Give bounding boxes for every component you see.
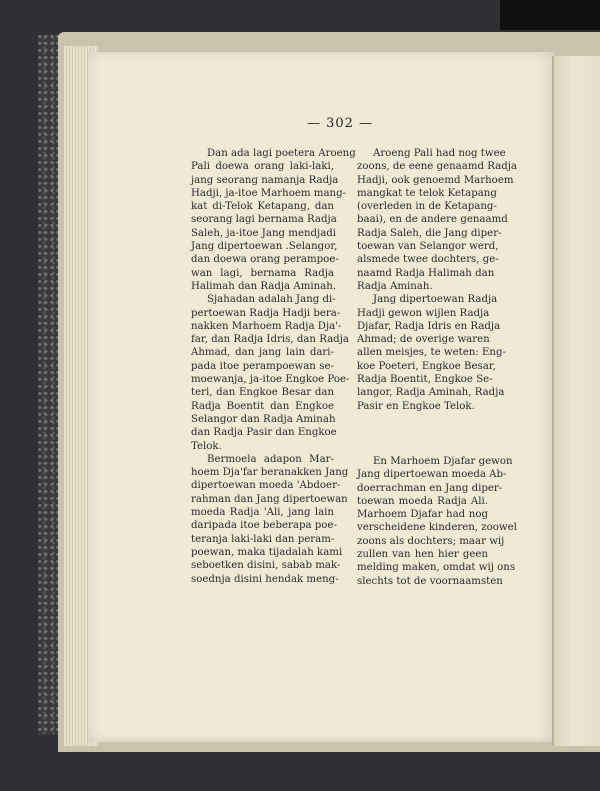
- text-line: Selangor dan Radja Aminah: [191, 413, 336, 425]
- text-line: moewanja, ja-itoe Engkoe Poe-: [191, 374, 350, 386]
- text-line: Sjahadan adalah Jang di-: [207, 294, 336, 306]
- text-line: Djafar, Radja Idris en Radja: [357, 320, 501, 332]
- page-number: — 302 —: [306, 116, 374, 131]
- text-line: moeda Radja 'Ali, jang lain: [191, 507, 334, 519]
- text-line: far, dan Radja Idris, dan Radja: [191, 334, 349, 346]
- text-line: Marhoem Djafar had nog: [357, 509, 488, 521]
- text-line: teranja laki-laki dan peram-: [191, 533, 335, 545]
- text-line: Bermoela adapon Mar-: [207, 453, 334, 465]
- text-line: seorang lagi bernama Radja: [191, 214, 337, 226]
- text-line: toewan van Selangor werd,: [357, 241, 499, 253]
- text-line: doerrachman en Jang diper-: [357, 482, 503, 494]
- text-line: teri, dan Engkoe Besar dan: [191, 387, 334, 399]
- text-line: Radja Aminah.: [357, 280, 433, 292]
- dutch-text-column: [357, 147, 517, 588]
- backdrop-bar: [500, 0, 600, 30]
- text-line: Pali doewa orang laki-laki,: [191, 161, 334, 173]
- text-line: Jang dipertoewan .Selangor,: [191, 241, 338, 253]
- text-line: pertoewan Radja Hadji bera-: [191, 307, 341, 319]
- text-line: Radja Boentit, Engkoe Se-: [357, 374, 493, 386]
- text-line: zoons als dochters; maar wij: [357, 535, 505, 547]
- text-line: Hadji, ook genoemd Marhoem: [357, 174, 514, 186]
- text-line: jang seorang namanja Radja: [191, 174, 339, 186]
- text-line: langor, Radja Aminah, Radja: [357, 387, 505, 399]
- text-line: rahman dan Jang dipertoewan: [191, 493, 348, 505]
- text-line: koe Poeteri, Engkoe Besar,: [357, 360, 496, 372]
- text-line: soednja disini hendak meng-: [191, 573, 339, 585]
- facing-page-edge: [554, 56, 600, 746]
- text-line: Dan ada lagi poetera Aroeng: [207, 148, 356, 159]
- paragraph-1: [191, 147, 356, 293]
- text-line: melding maken, omdat wij ons: [357, 562, 516, 574]
- paragraph-gap: [357, 427, 488, 441]
- text-line: Pasir en Engkoe Telok.: [357, 400, 475, 412]
- text-line: slechts tot de voornaamsten: [357, 575, 503, 587]
- text-line: Telok.: [191, 440, 222, 452]
- text-line: Ahmad; de overige waren: [357, 334, 490, 346]
- text-line: Ahmad, dan jang lain dari-: [191, 347, 334, 359]
- text-line: dan Radja Pasir dan Engkoe: [191, 427, 337, 439]
- text-line: Aroeng Pali had nog twee: [373, 148, 506, 159]
- paragraph-3: [357, 455, 517, 588]
- text-line: alsmede twee dochters, ge-: [357, 254, 499, 266]
- paragraph-2: [357, 293, 506, 413]
- text-line: toewan moeda Radja Ali.: [357, 495, 488, 507]
- paragraph-gap: [357, 441, 488, 455]
- text-line: (overleden in de Ketapang-: [357, 201, 497, 213]
- text-line: dan doewa orang perampoe-: [191, 254, 339, 266]
- text-line: Saleh, ja-itoe Jang mendjadi: [191, 227, 337, 239]
- text-line: nakken Marhoem Radja Dja'-: [191, 320, 342, 332]
- text-line: wan lagi, bernama Radja: [191, 267, 334, 279]
- text-line: En Marhoem Djafar gewon: [373, 455, 513, 467]
- paragraph-gap: [357, 413, 488, 427]
- text-line: naamd Radja Halimah dan: [357, 267, 495, 279]
- text-line: hoem Dja'far beranakken Jang: [191, 467, 349, 479]
- text-line: Halimah dan Radja Aminah.: [191, 280, 337, 292]
- text-line: zullen van hen hier geen: [357, 549, 488, 561]
- text-line: dipertoewan moeda 'Abdoer-: [191, 480, 341, 492]
- text-line: Hadji gewon wijlen Radja: [357, 307, 490, 319]
- text-line: allen meisjes, te weten: Eng-: [357, 347, 506, 359]
- text-line: poewan, maka tijadalah kami: [191, 546, 343, 558]
- text-line: mangkat te telok Ketapang: [357, 187, 497, 199]
- text-line: Hadji, ja-itoe Marhoem mang-: [191, 187, 347, 199]
- text-line: Jang dipertoewan moeda Ab-: [357, 469, 507, 481]
- text-line: Radja Boentit dan Engkoe: [191, 400, 334, 412]
- text-line: Jang dipertoewan Radja: [373, 294, 498, 306]
- text-line: daripada itoe beberapa poe-: [191, 520, 337, 532]
- text-line: zoons, de eene genaamd Radja: [357, 161, 517, 173]
- paragraph-3: [191, 453, 349, 586]
- text-line: seboetken disini, sabab mak-: [191, 560, 341, 572]
- paragraph-2: [191, 293, 350, 453]
- text-line: kat di-Telok Ketapang, dan: [191, 201, 334, 213]
- text-line: pada itoe perampoewan se-: [191, 360, 334, 372]
- paragraph-1: [357, 147, 517, 293]
- text-line: Radja Saleh, die Jang diper-: [357, 227, 502, 239]
- text-line: baai), en de andere genaamd: [357, 214, 508, 226]
- text-line: verscheidene kinderen, zoowel: [357, 522, 517, 534]
- malay-text-column: [191, 147, 356, 586]
